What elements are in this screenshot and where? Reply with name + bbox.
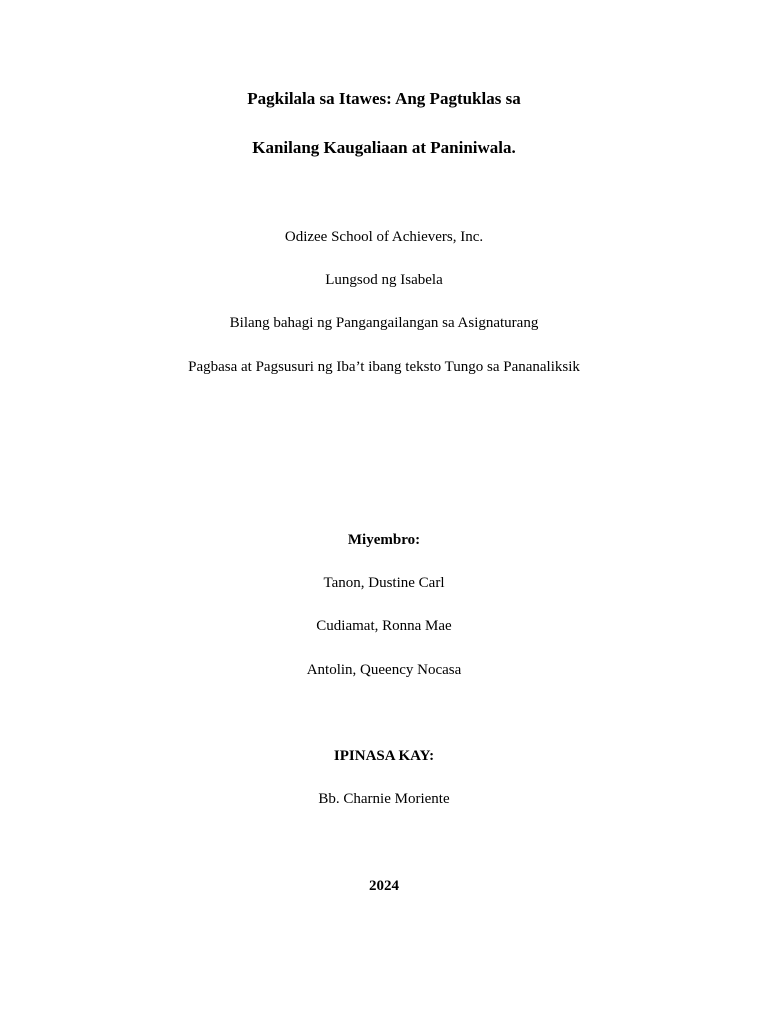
requirement-line-2: Pagbasa at Pagsusuri ng Iba’t ibang teksto Tungo sa Pananaliksik — [188, 359, 580, 375]
member-name: Cudiamat, Ronna Mae — [316, 618, 452, 634]
member-name: Antolin, Queency Nocasa — [306, 662, 462, 678]
city-name: Lungsod ng Isabela — [325, 272, 443, 288]
requirement-line-1: Bilang bahagi ng Pangangailangan sa Asignaturang — [229, 315, 539, 331]
school-name: Odizee School of Achievers, Inc. — [284, 229, 484, 245]
submitted-to-heading: IPINASA KAY: — [333, 748, 435, 764]
member-name: Tanon, Dustine Carl — [323, 575, 445, 591]
year: 2024 — [369, 878, 399, 894]
title-line-1: Pagkilala sa Itawes: Ang Pagtuklas sa — [247, 89, 521, 108]
teacher-name: Bb. Charnie Moriente — [318, 791, 450, 807]
members-heading: Miyembro: — [347, 532, 421, 548]
title-line-2: Kanilang Kaugaliaan at Paniniwala. — [252, 138, 516, 157]
